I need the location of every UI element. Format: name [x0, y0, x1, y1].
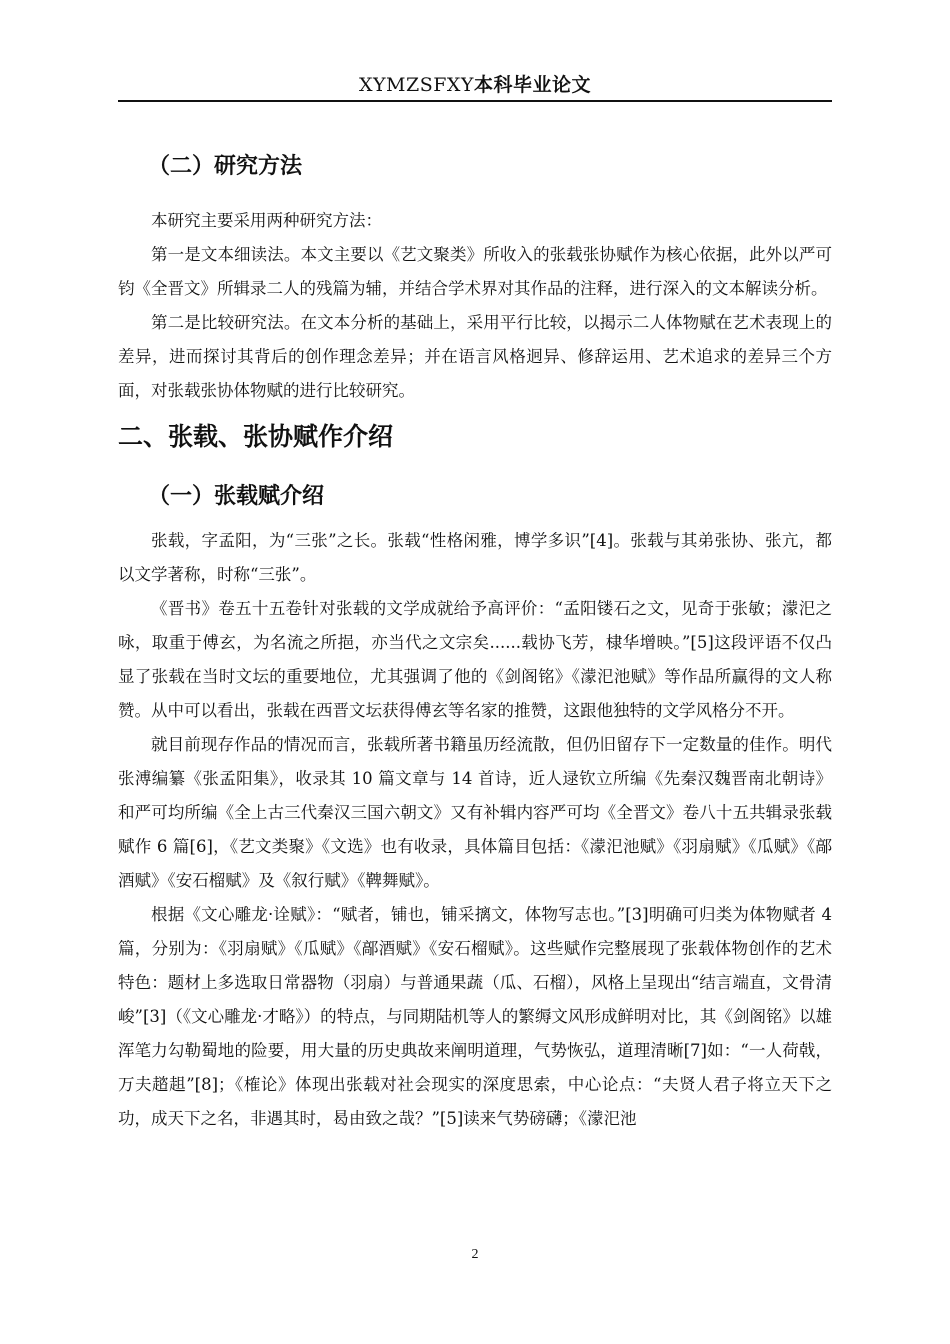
chapter-heading: 二、张载、张协赋作介绍: [118, 422, 394, 451]
section-heading-research-method: （二）研究方法: [148, 154, 303, 179]
header-latin-text: XYMZSFXY: [358, 74, 474, 96]
paragraph-method-one: 第一是文本细读法。本文主要以《艺文聚类》所收入的张载张协赋作为核心依据，此外以严可钧《全晋文》所辑录二人的残篇为辅，并结合学术界对其作品的注释，进行深入的文本解读分析。: [118, 245, 832, 298]
paragraph-jinshu-evaluation: 《晋书》卷五十五卷针对张载的文学成就给予高评价：“孟阳镂石之文，见奇于张敏；濛汜之咏，取重于傅玄，为名流之所挹，亦当代之文宗矣......载协飞芳，棣华增映。”[5]这段评语不仅凸显了张载在当时文坛的重要地位，尤其强调了他的《剑阁铭》《濛汜池赋》等作品所赢得的文人称赞。从中可以看出，张载在西晋文坛获得傅玄等名家的推赞，这跟他独特的文学风格分不开。: [118, 599, 832, 720]
section-heading-zhangzai: （一）张载赋介绍: [148, 484, 325, 509]
paragraph-method-two: 第二是比较研究法。在文本分析的基础上，采用平行比较，以揭示二人体物赋在艺术表现上的差异，进而探讨其背后的创作理念差异；并在语言风格迥异、修辞运用、艺术追求的差异三个方面，对张载张协体物赋的进行比较研究。: [118, 313, 832, 400]
page-header: [118, 70, 832, 100]
page-body: [118, 150, 832, 1136]
header-rule: [118, 100, 832, 102]
page-number: 2: [471, 1247, 479, 1262]
paragraph-research-intro: 本研究主要采用两种研究方法：: [151, 211, 382, 230]
paragraph-zhangzai-intro: 张载，字孟阳，为“三张”之长。张载“性格闲雅，博学多识”[4]。张载与其弟张协、张亢，都以文学著称，时称“三张”。: [118, 531, 832, 584]
header-chinese-text: 本科毕业论文: [473, 74, 591, 96]
paragraph-extant-works: 就目前现存作品的情况而言，张载所著书籍虽历经流散，但仍旧留存下一定数量的佳作。明代张溥编纂《张孟阳集》，收录其 10 篇文章与 14 首诗，近人逯钦立所编《先秦汉魏晋南北朝诗》和严可均所编《全上古三代秦汉三国六朝文》又有补辑内容严可均《全晋文》卷八十五共辑录张载赋作 6 篇[6]，《艺文类聚》《文选》也有收录，具体篇目包括：《濛汜池赋》《羽扇赋》《瓜赋》《鄗酒赋》《安石榴赋》及《叙行赋》《鞞舞赋》。: [118, 735, 832, 890]
paragraph-wenxin-diaolong: 根据《文心雕龙·诠赋》：“赋者，铺也，铺采摛文，体物写志也。”[3]明确可归类为体物赋者 4 篇，分别为：《羽扇赋》《瓜赋》《鄗酒赋》《安石榴赋》。这些赋作完整展现了张载体物创作的艺术特色：题材上多选取日常器物（羽扇）与普通果蔬（瓜、石榴），风格上呈现出“结言端直，文骨清峻”[3]（《文心雕龙·才略》）的特点，与同期陆机等人的繁缛文风形成鲜明对比，其《剑阁铭》以雄浑笔力勾勒蜀地的险要，用大量的历史典故来阐明道理，气势恢弘，道理清晰[7]如：“一人荷戟，万夫趦趄”[8]；《榷论》体现出张载对社会现实的深度思索，中心论点：“夫贤人君子将立天下之功，成天下之名，非遇其时，曷由致之哉？”[5]读来气势磅礴；《濛汜池: [118, 905, 832, 1128]
